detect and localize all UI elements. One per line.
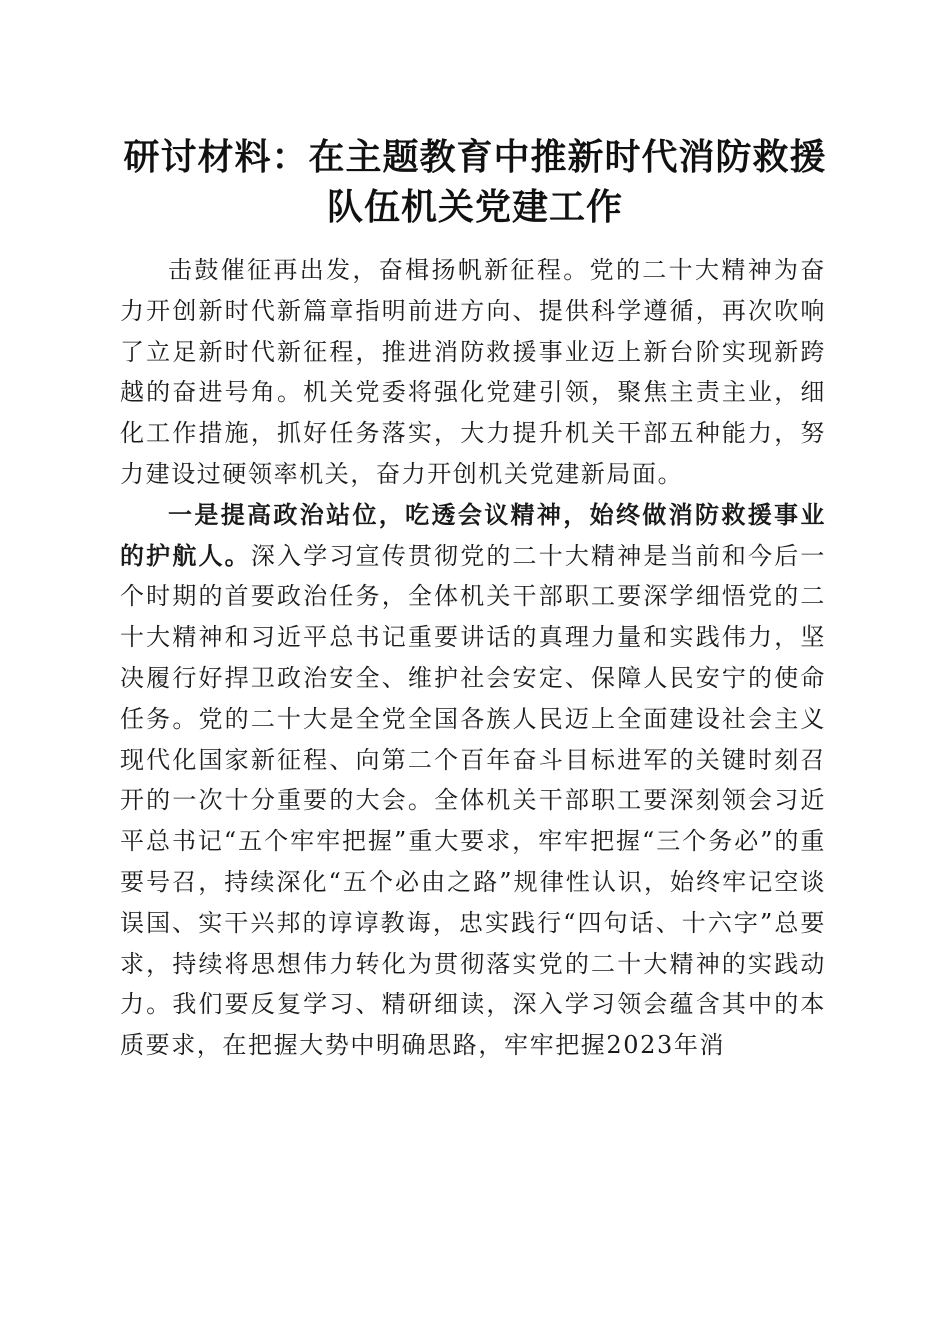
paragraph-point-one-text: 深入学习宣传贯彻党的二十大精神是当前和今后一个时期的首要政治任务，全体机关干部职工要深学细悟党的二十大精神和习近平总书记重要讲话的真理力量和实践伟力，坚决履行好捍卫政治安全、维护社会安定、保障人民安宁的使命任务。党的二十大是全党全国各族人民迈上全面建设社会主义现代化国家新征程、向第二个百年奋斗目标进军的关键时刻召开的一次十分重要的大会。全体机关干部职工要深刻领会习近平总书记“五个牢牢把握”重大要求，牢牢把握“三个务必”的重要号召，持续深化“五个必由之路”规律性认识，始终牢记空谈误国、实干兴邦的谆谆教诲，忠实践行“四句话、十六字”总要求，持续将思想伟力转化为贯彻落实党的二十大精神的实践动力。我们要反复学习、精研细读，深入学习领会蕴含其中的本质要求，在把握大势中明确思路，牢牢把握2023年消 — [120, 541, 827, 1060]
paragraph-point-one — [120, 495, 826, 1066]
paragraph-point-one-heading: 一是提高政治站位，吃透会议精神，始终做消防救援事业的护航人。 — [120, 499, 826, 570]
paragraph-intro-text: 击鼓催征再出发，奋楫扬帆新征程。党的二十大精神为奋力开创新时代新篇章指明前进方向、提供科学遵循，再次吹响了立足新时代新征程，推进消防救援事业迈上新台阶实现新跨越的奋进号角。机关党委将强化党建引领，聚焦主责主业，细化工作措施，抓好任务落实，大力提升机关干部五种能力，努力建设过硬领率机关，奋力开创机关党建新局面。 — [120, 256, 826, 488]
document-title: 研讨材料：在主题教育中推新时代消防救援队伍机关党建工作 — [123, 136, 827, 228]
paragraph-intro — [120, 250, 826, 495]
document-body — [120, 250, 826, 1066]
